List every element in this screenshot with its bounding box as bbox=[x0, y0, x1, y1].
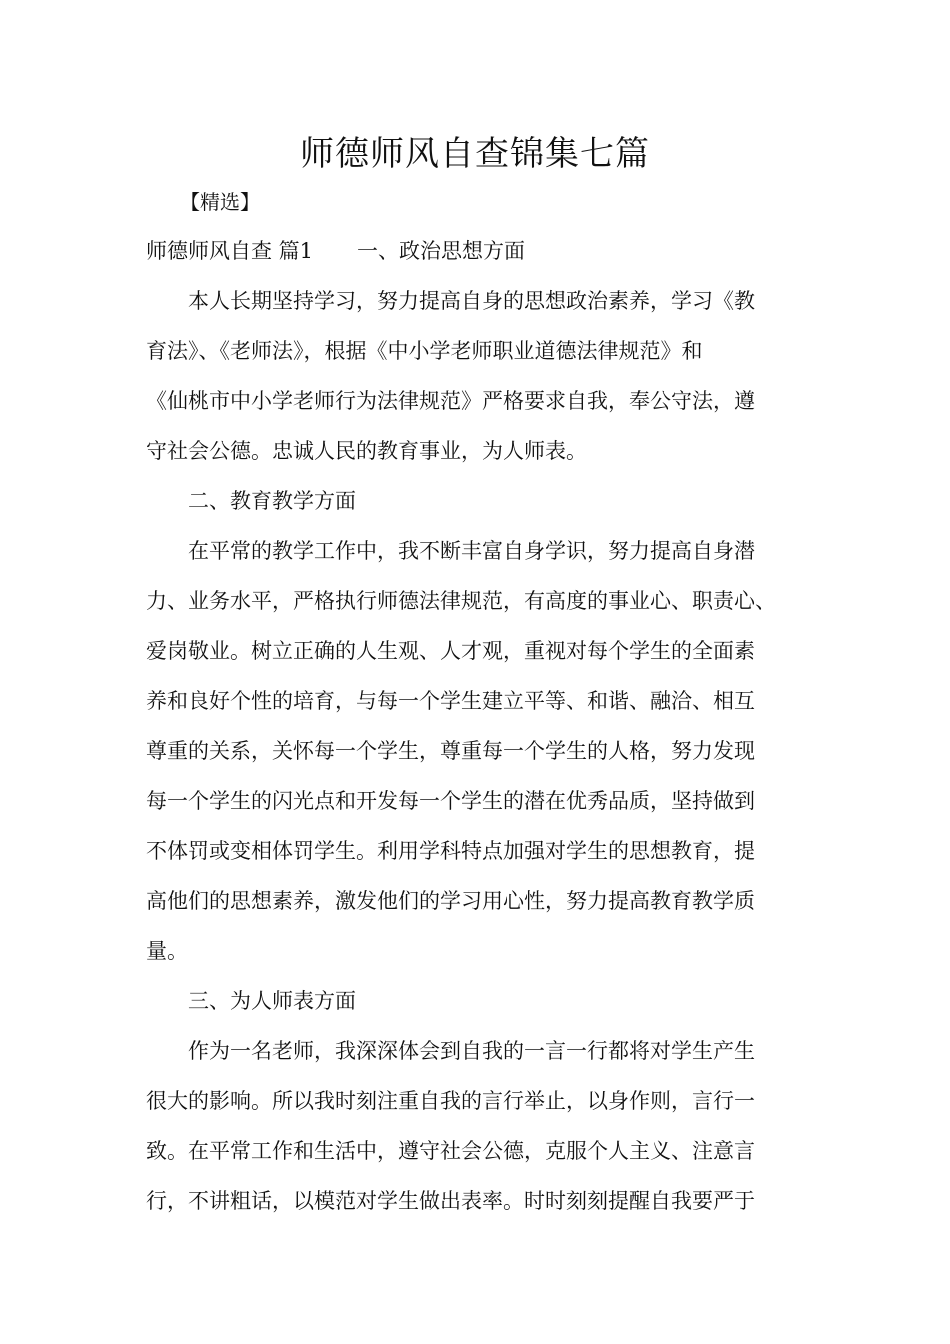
body-line: 育法》、《老师法》，根据《中小学老师职业道德法律规范》和 bbox=[146, 339, 703, 363]
body-line: 守社会公德。忠诚人民的教育事业，为人师表。 bbox=[146, 439, 587, 463]
section-heading-teaching: 二、教育教学方面 bbox=[188, 489, 356, 513]
body-line: 尊重的关系，关怀每一个学生，尊重每一个学生的人格，努力发现 bbox=[146, 739, 755, 763]
section-heading-politics: 一、政治思想方面 bbox=[357, 239, 526, 263]
body-line: 高他们的思想素养，激发他们的学习用心性，努力提高教育教学质 bbox=[146, 889, 755, 913]
body-line: 量。 bbox=[146, 939, 188, 963]
document-title: 师德师风自查锦集七篇 bbox=[300, 134, 650, 174]
body-line: 每一个学生的闪光点和开发每一个学生的潜在优秀品质，坚持做到 bbox=[146, 789, 755, 813]
body-line: 行，不讲粗话，以模范对学生做出表率。时时刻刻提醒自我要严于 bbox=[146, 1189, 755, 1213]
body-line: 在平常的教学工作中，我不断丰富自身学识，努力提高自身潜 bbox=[188, 539, 755, 563]
section-heading-line bbox=[146, 234, 826, 268]
article-label: 师德师风自查 篇1 bbox=[146, 239, 314, 263]
body-line: 力、业务水平，严格执行师德法律规范，有高度的事业心、职责心、 bbox=[146, 589, 776, 613]
body-line: 养和良好个性的培育，与每一个学生建立平等、和谐、融洽、相互 bbox=[146, 689, 755, 713]
body-line: 很大的影响。所以我时刻注重自我的言行举止，以身作则，言行一 bbox=[146, 1089, 755, 1113]
selected-tag: 【精选】 bbox=[180, 190, 260, 214]
body-line: 不体罚或变相体罚学生。利用学科特点加强对学生的思想教育，提 bbox=[146, 839, 755, 863]
body-line: 爱岗敬业。树立正确的人生观、人才观，重视对每个学生的全面素 bbox=[146, 639, 755, 663]
body-line: 致。在平常工作和生活中，遵守社会公德，克服个人主义、注意言 bbox=[146, 1139, 755, 1163]
body-line: 本人长期坚持学习，努力提高自身的思想政治素养，学习《教 bbox=[188, 289, 755, 313]
section-heading-role-model: 三、为人师表方面 bbox=[188, 989, 356, 1013]
body-line: 《仙桃市中小学老师行为法律规范》严格要求自我，奉公守法，遵 bbox=[146, 389, 755, 413]
body-line: 作为一名老师，我深深体会到自我的一言一行都将对学生产生 bbox=[188, 1039, 755, 1063]
